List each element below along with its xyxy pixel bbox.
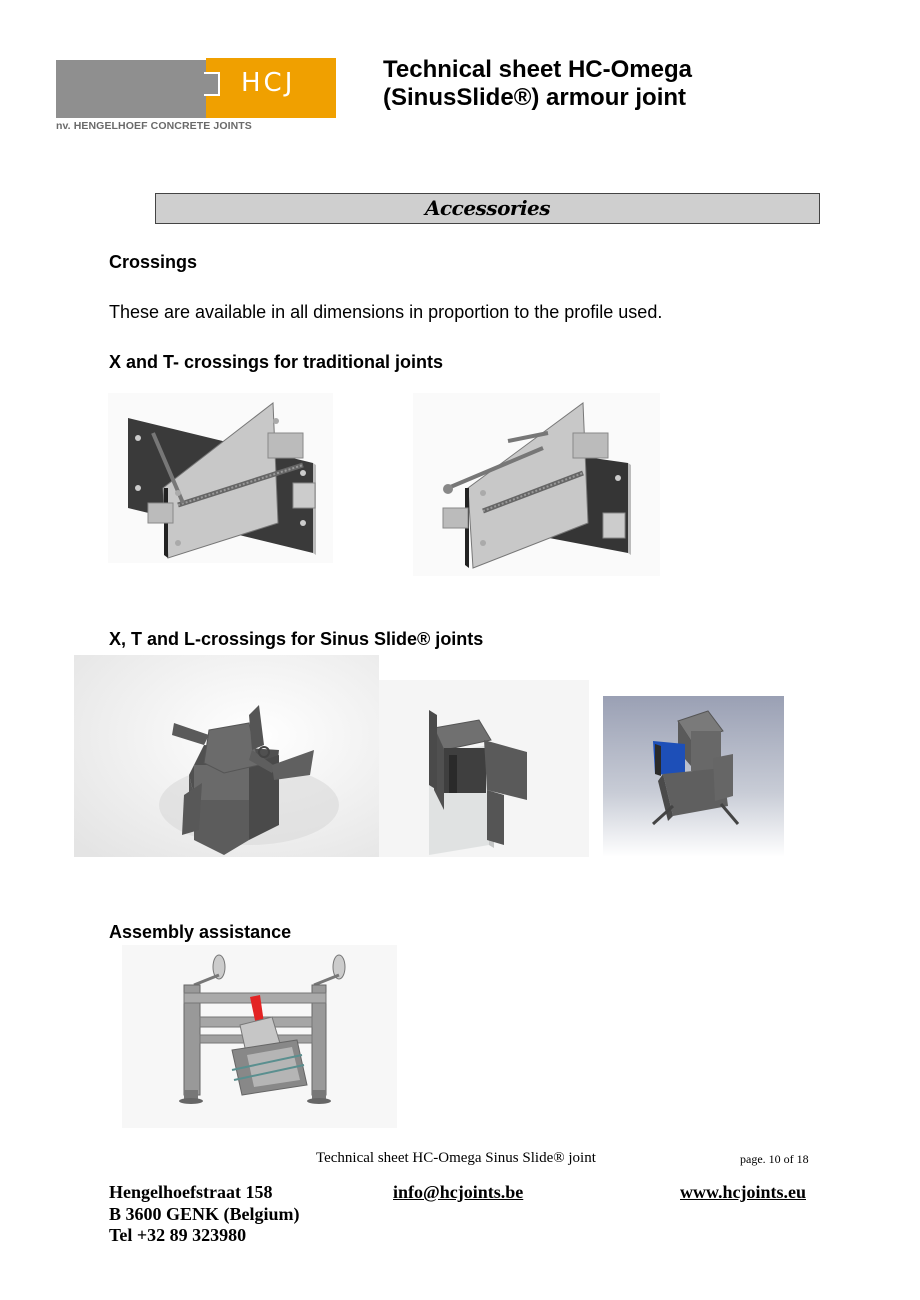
sinus-crossings-heading: X, T and L-crossings for Sinus Slide® joints bbox=[109, 629, 484, 649]
title-line-2: (SinusSlide®) armour joint bbox=[383, 84, 687, 111]
page-number: page. 10 of 18 bbox=[740, 1152, 809, 1166]
sinus-x-crossing-image bbox=[74, 655, 379, 857]
logo-notch bbox=[204, 72, 220, 96]
x-crossing-image bbox=[108, 393, 333, 563]
xt-crossings-heading: X and T- crossings for traditional joints bbox=[109, 352, 444, 372]
address-phone: Tel +32 89 323980 bbox=[109, 1225, 247, 1245]
company-logo bbox=[56, 58, 296, 134]
crossings-description: These are available in all dimensions in proportion to the profile used. bbox=[109, 302, 663, 322]
footer-document-name: Technical sheet HC-Omega Sinus Slide® joint bbox=[316, 1150, 596, 1166]
assembly-heading: Assembly assistance bbox=[109, 922, 292, 942]
title-line-1: Technical sheet HC-Omega bbox=[383, 56, 692, 83]
address-street: Hengelhoefstraat 158 bbox=[109, 1182, 273, 1202]
section-banner: Accessories bbox=[155, 193, 820, 224]
website-link[interactable]: www.hcjoints.eu bbox=[680, 1182, 807, 1202]
company-address bbox=[109, 1182, 300, 1247]
logo-company-name: nv. HENGELHOEF CONCRETE JOINTS bbox=[56, 120, 252, 132]
document-title bbox=[383, 56, 692, 112]
address-city: B 3600 GENK (Belgium) bbox=[109, 1203, 300, 1224]
sinus-t-crossing-image bbox=[379, 680, 589, 857]
t-crossing-image bbox=[413, 393, 660, 576]
crossings-heading: Crossings bbox=[109, 252, 198, 272]
email-link[interactable]: info@hcjoints.be bbox=[393, 1182, 524, 1202]
sinus-l-crossing-image bbox=[603, 696, 784, 857]
logo-brand: HCJ bbox=[241, 68, 296, 98]
assembly-assistance-image bbox=[122, 945, 397, 1128]
